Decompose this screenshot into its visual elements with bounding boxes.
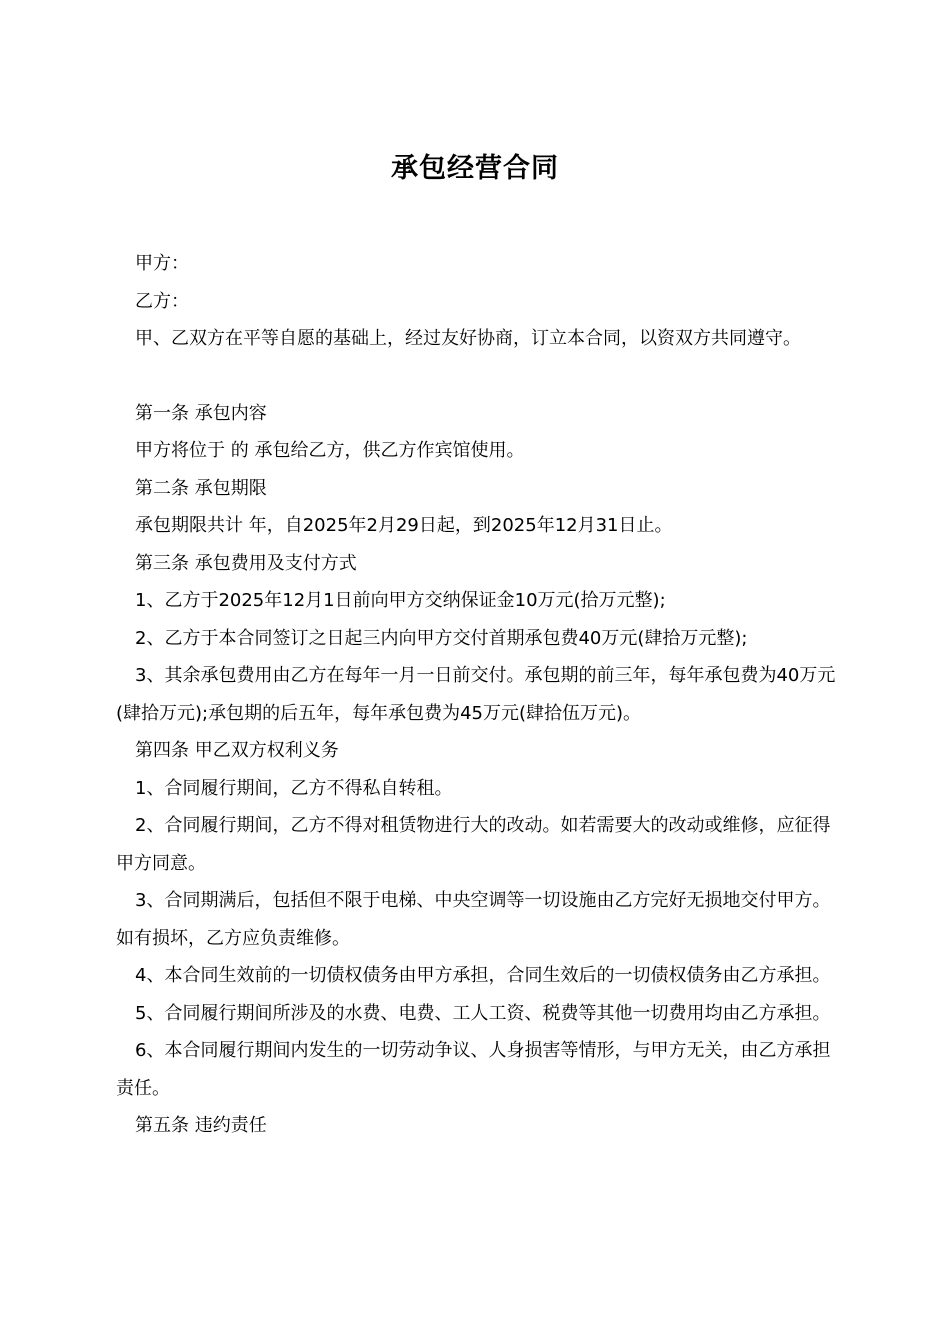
article-3-clause-1: 1、乙方于2025年12月1日前向甲方交纳保证金10万元(拾万元整); <box>135 590 666 611</box>
article-4-clause-5: 5、合同履行期间所涉及的水费、电费、工人工资、税费等其他一切费用均由乙方承担。 <box>135 1002 831 1024</box>
article-4-clause-1: 1、合同履行期间，乙方不得私自转租。 <box>135 777 453 799</box>
preamble-paragraph: 甲、乙双方在平等自愿的基础上，经过友好协商，订立本合同，以资双方共同遵守。 <box>135 328 801 349</box>
article-3-heading: 第三条 承包费用及支付方式 <box>135 552 357 574</box>
contract-body <box>116 245 836 1145</box>
article-4-clause-4: 4、本合同生效前的一切债权债务由甲方承担，合同生效后的一切债权债务由乙方承担。 <box>135 965 831 986</box>
contract-title: 承包经营合同 <box>391 153 559 185</box>
party-b-line: 乙方： <box>135 290 189 312</box>
party-a-line: 甲方： <box>135 253 189 274</box>
article-4-heading: 第四条 甲乙双方权利义务 <box>135 740 339 761</box>
article-5-heading: 第五条 违约责任 <box>135 1115 267 1136</box>
article-4-clause-3: 3、合同期满后，包括但不限于电梯、中央空调等一切设施由乙方完好无损地交付甲方。如有损坏，乙方应负责维修。 <box>116 890 831 949</box>
article-2-heading: 第二条 承包期限 <box>135 477 267 499</box>
article-4-clause-6: 6、本合同履行期间内发生的一切劳动争议、人身损害等情形，与甲方无关，由乙方承担责任。 <box>116 1040 831 1099</box>
article-4-clause-2: 2、合同履行期间，乙方不得对租赁物进行大的改动。如若需要大的改动或维修，应征得甲方同意。 <box>116 815 831 874</box>
article-3-clause-3: 3、其余承包费用由乙方在每年一月一日前交付。承包期的前三年，每年承包费为40万元(肆拾万元);承包期的后五年，每年承包费为45万元(肆拾伍万元)。 <box>116 665 836 724</box>
article-2-paragraph: 承包期限共计 年，自2025年2月29日起，到2025年12月31日止。 <box>135 515 673 536</box>
article-1-heading: 第一条 承包内容 <box>135 402 267 424</box>
article-3-clause-2: 2、乙方于本合同签订之日起三内向甲方交付首期承包费40万元(肆拾万元整); <box>135 627 748 649</box>
article-1-paragraph: 甲方将位于 的 承包给乙方，供乙方作宾馆使用。 <box>135 440 525 461</box>
